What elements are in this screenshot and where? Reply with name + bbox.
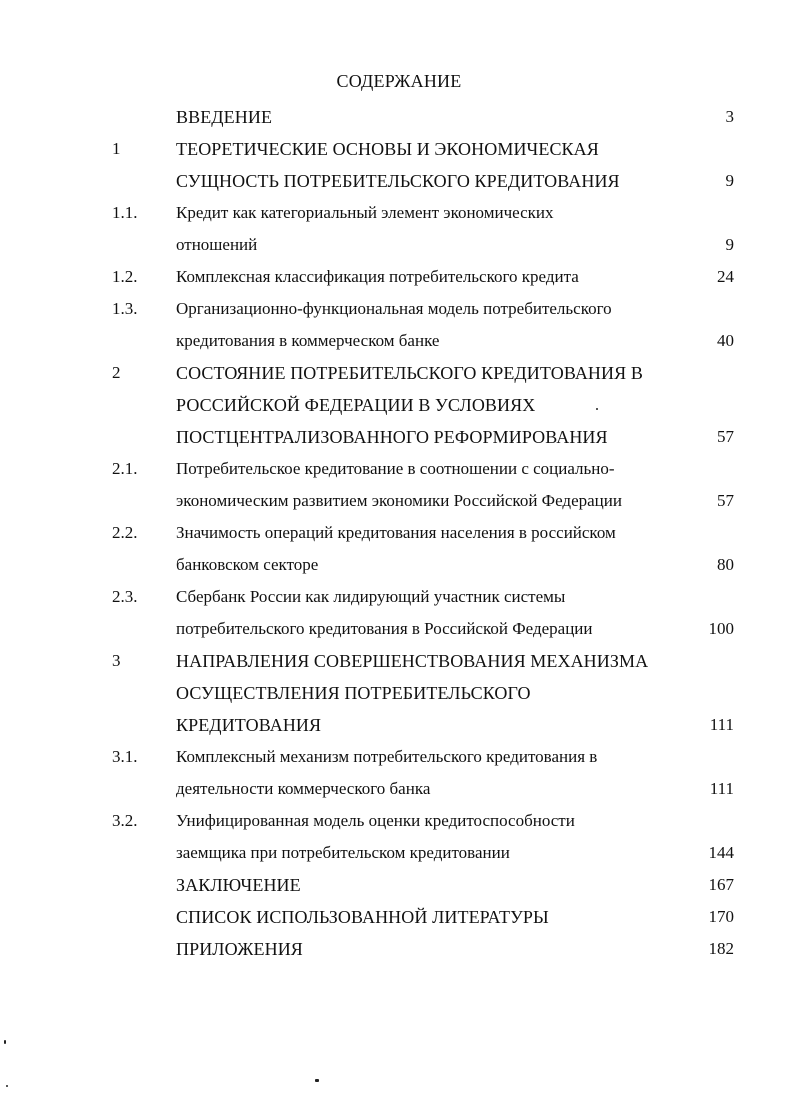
toc-line [0,360,798,386]
toc-page-number: 9 [725,235,734,254]
toc-line [0,520,798,546]
toc-section-number: 3 [112,651,121,670]
toc-line [0,200,798,226]
toc-page-number: 100 [708,619,734,638]
toc-entry-text: ПРИЛОЖЕНИЯ [176,939,303,959]
toc-page-number: 111 [709,779,734,798]
toc-section-number: 3.2. [112,811,138,830]
scan-speck [596,408,598,410]
toc-line [0,392,798,418]
toc-entry-text: кредитования в коммерческом банке [176,331,440,350]
toc-page-number: 80 [717,555,734,574]
toc-entry-text: СОСТОЯНИЕ ПОТРЕБИТЕЛЬСКОГО КРЕДИТОВАНИЯ В [176,363,643,383]
toc-line [0,904,798,930]
toc-page-number: 9 [725,171,734,190]
toc-page-number: 40 [717,331,734,350]
toc-entry-text: Значимость операций кредитования населения в российском [176,523,616,542]
toc-section-number: 2 [112,363,121,382]
toc-line [0,136,798,162]
toc-section-number: 3.1. [112,747,138,766]
toc-entry-text: Организационно-функциональная модель потребительского [176,299,612,318]
toc-line [0,168,798,194]
toc-line [0,456,798,482]
scan-speck [6,1085,8,1087]
toc-entry-text: Унифицированная модель оценки кредитоспособности [176,811,575,830]
toc-line [0,328,798,354]
toc-section-number: 1 [112,139,121,158]
toc-entry-text: потребительского кредитования в Российской Федерации [176,619,593,638]
toc-section-number: 1.1. [112,203,138,222]
toc-line [0,488,798,514]
toc-entry-text: ЗАКЛЮЧЕНИЕ [176,875,301,895]
toc-line [0,616,798,642]
toc-line [0,680,798,706]
toc-entry-text: Сбербанк России как лидирующий участник системы [176,587,566,606]
toc-page-number: 144 [708,843,734,862]
toc-entry-text: Комплексный механизм потребительского кредитования в [176,747,598,766]
toc-entry-text: ТЕОРЕТИЧЕСКИЕ ОСНОВЫ И ЭКОНОМИЧЕСКАЯ [176,139,599,159]
toc-page-number: 167 [708,875,734,894]
toc-section-number: 2.3. [112,587,138,606]
toc-entry-text: НАПРАВЛЕНИЯ СОВЕРШЕНСТВОВАНИЯ МЕХАНИЗМА [176,651,649,671]
toc-line [0,232,798,258]
toc-line [0,840,798,866]
toc-section-number: 2.2. [112,523,138,542]
toc-line [0,712,798,738]
toc-entry-text: Потребительское кредитование в соотношении с социально- [176,459,615,478]
toc-entry-text: отношений [176,235,258,254]
scan-speck [315,1079,319,1082]
toc-entry-text: заемщика при потребительском кредитовании [176,843,510,862]
toc-line [0,264,798,290]
toc-entry-text: РОССИЙСКОЙ ФЕДЕРАЦИИ В УСЛОВИЯХ [176,395,536,415]
toc-line [0,552,798,578]
toc-page-number: 170 [708,907,734,926]
toc-page-number: 182 [708,939,734,958]
toc-entry-text: деятельности коммерческого банка [176,779,431,798]
toc-page-number: 57 [717,427,734,446]
toc-line [0,936,798,962]
page-title: СОДЕРЖАНИЕ [336,71,462,91]
toc-entry-text: СУЩНОСТЬ ПОТРЕБИТЕЛЬСКОГО КРЕДИТОВАНИЯ [176,171,620,191]
toc-line [0,424,798,450]
toc-page-number: 111 [709,715,734,734]
scan-speck [4,1040,6,1044]
toc-entry-text: ОСУЩЕСТВЛЕНИЯ ПОТРЕБИТЕЛЬСКОГО [176,683,531,703]
toc-section-number: 1.2. [112,267,138,286]
toc-entry-text: СПИСОК ИСПОЛЬЗОВАННОЙ ЛИТЕРАТУРЫ [176,907,549,927]
toc-line [0,776,798,802]
toc-page-number: 24 [717,267,734,286]
toc-entry-text: КРЕДИТОВАНИЯ [176,715,322,735]
toc-entry-text: банковском секторе [176,555,319,574]
toc-page-number: 3 [725,107,734,126]
toc-line [0,648,798,674]
toc-page-number: 57 [717,491,734,510]
toc-line [0,872,798,898]
toc-entry-text: ПОСТЦЕНТРАЛИЗОВАННОГО РЕФОРМИРОВАНИЯ [176,427,608,447]
toc-entry-text: экономическим развитием экономики Российской Федерации [176,491,622,510]
toc-line [0,808,798,834]
toc-line [0,296,798,322]
toc-entry-text: Комплексная классификация потребительского кредита [176,267,579,286]
toc-entry-text: ВВЕДЕНИЕ [176,107,273,127]
toc-entry-text: Кредит как категориальный элемент экономических [176,203,554,222]
toc-section-number: 1.3. [112,299,138,318]
toc-line [0,104,798,130]
toc-section-number: 2.1. [112,459,138,478]
toc-line [0,584,798,610]
toc-line [0,744,798,770]
